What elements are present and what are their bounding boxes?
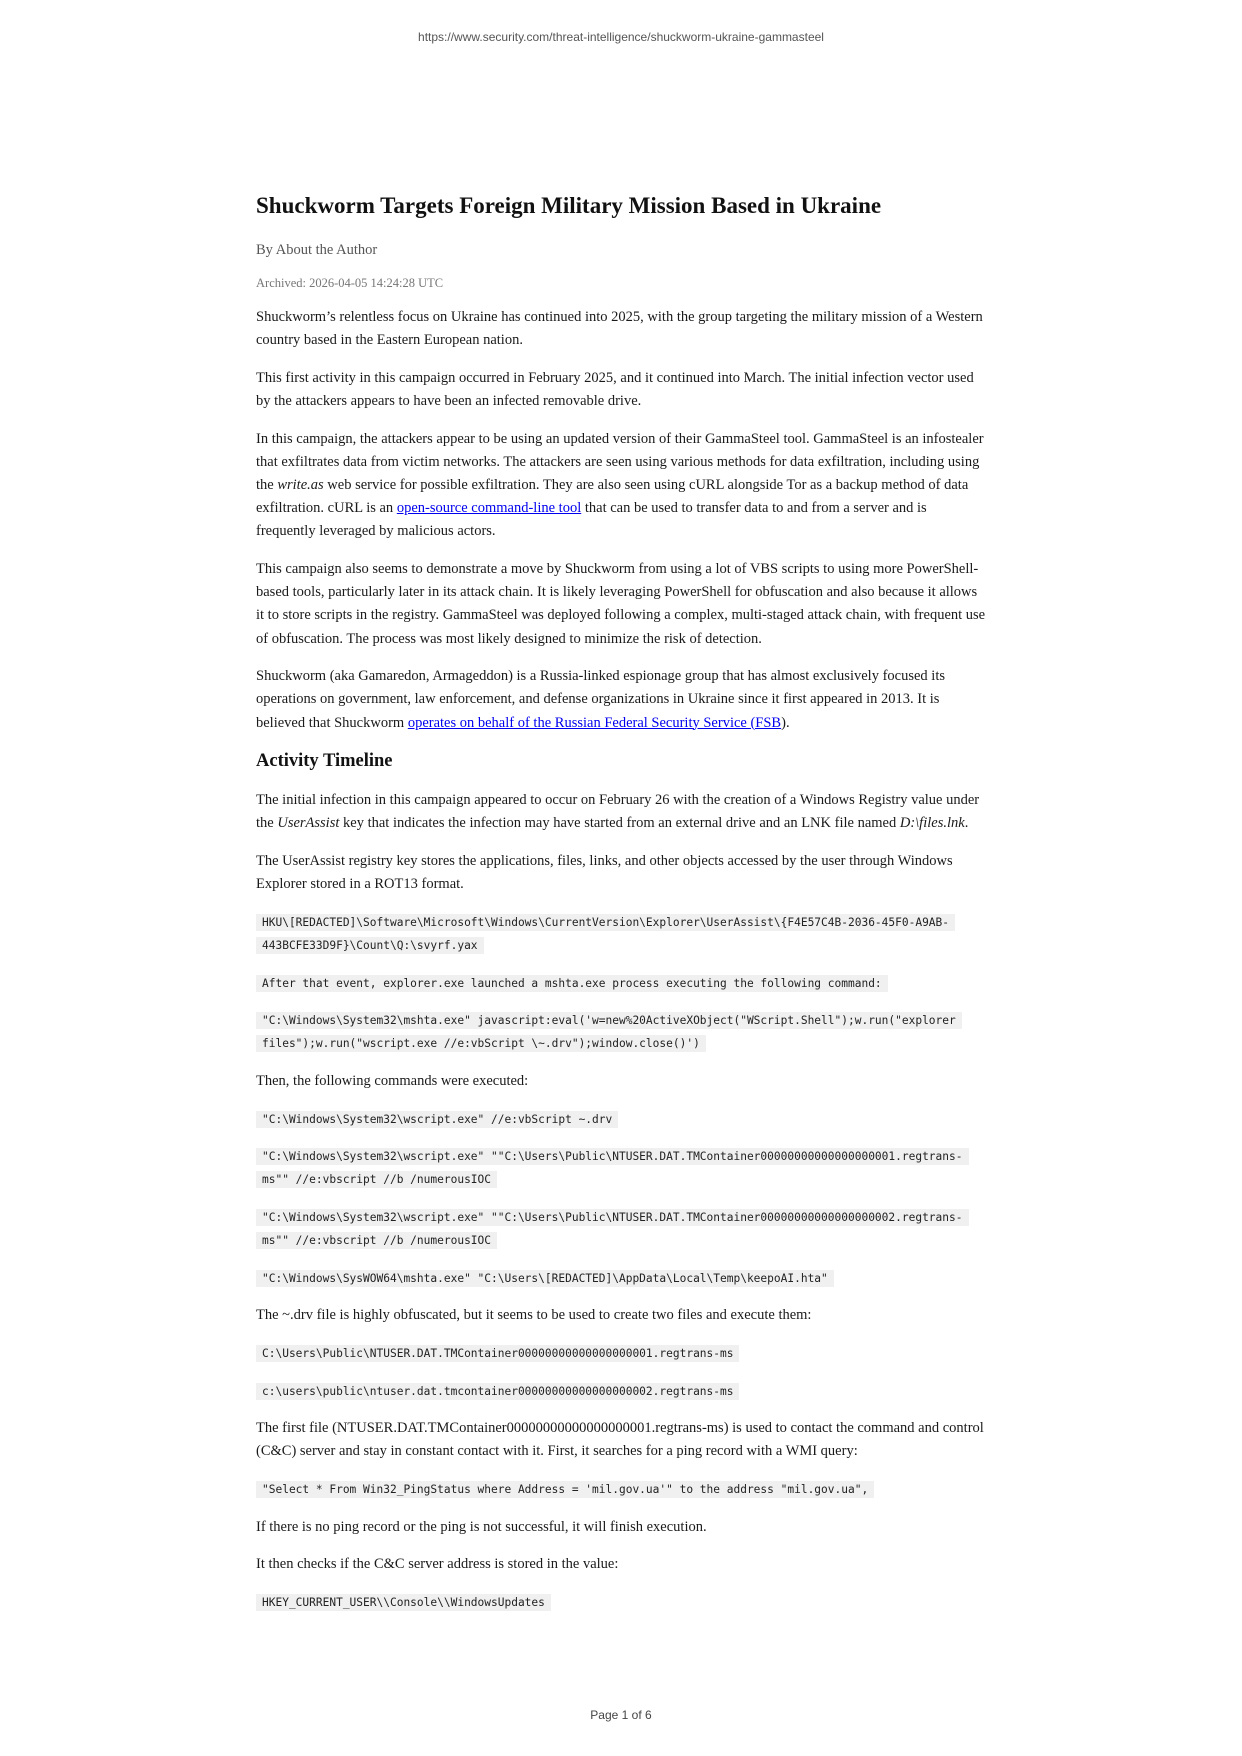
lnk-file-emphasis: D:\files.lnk (899, 815, 965, 832)
text-run: In this campaign, the attackers appear to be using an updated version of their GammaSteel tool. GammaSteel is an infostealer that exfiltrates data from victim networks. The attackers are seen using various methods for data exfiltration, including using the (256, 430, 984, 493)
intro-paragraph-5 (256, 665, 988, 735)
intro-paragraph-2: This first activity in this campaign occurred in February 2025, and it continued into March. The initial infection vector used by the attackers appears to have been an infected removable drive. (256, 369, 974, 409)
text-run: that can be used to transfer data to and from a server and is frequently leveraged by malicious actors. (256, 500, 927, 540)
archived-timestamp: Archived: 2026-04-05 14:24:28 UTC (256, 276, 444, 290)
code-text: "C:\Windows\System32\wscript.exe" //e:vbScript ~.drv (256, 1111, 618, 1128)
section-heading-activity-timeline: Activity Timeline (256, 751, 393, 772)
source-url: https://www.security.com/threat-intelligence/shuckworm-ukraine-gammasteel (418, 30, 824, 44)
code-snippet-file-2 (256, 1380, 988, 1403)
text-run: Shuckworm (aka Gamaredon, Armageddon) is a Russia-linked espionage group that has almost exclusively focused its operations on government, law enforcement, and defense organizations in Ukraine since it first appeared in 2013. It is believed that Shuckworm (256, 668, 945, 731)
timeline-paragraph-4: The ~.drv file is highly obfuscated, but it seems to be used to create two files and execute them: (256, 1307, 812, 1324)
code-snippet-registry-value (256, 1591, 988, 1614)
code-snippet-wscript-container-2 (256, 1206, 988, 1252)
timeline-paragraph-1 (256, 789, 988, 835)
text-run: ). (781, 714, 790, 731)
timeline-paragraph-7: It then checks if the C&C server address is stored in the value: (256, 1556, 619, 1573)
curl-link[interactable]: open-source command-line tool (396, 500, 582, 517)
text-run: key that indicates the infection may have started from an external drive and an LNK file named (339, 815, 900, 832)
code-snippet-wscript-drv (256, 1108, 988, 1131)
intro-paragraph-1: Shuckworm’s relentless focus on Ukraine has continued into 2025, with the group targeting the military mission of a Western country based in the Eastern European nation. (256, 309, 983, 349)
code-snippet-wmi-query (256, 1478, 988, 1501)
intro-paragraph-4: This campaign also seems to demonstrate a move by Shuckworm from using a lot of VBS scripts to using more PowerShell-based tools, particularly later in its attack chain. It is likely leveraging PowerShell for obfuscation and also because it allows it to store scripts in the registry. GammaSteel was deployed following a complex, multi-staged attack chain, with frequent use of obfuscation. The process was most likely designed to minimize the risk of detection. (256, 561, 986, 647)
byline: By About the Author (256, 242, 378, 258)
article-title: Shuckworm Targets Foreign Military Mission Based in Ukraine (256, 193, 882, 218)
timeline-paragraph-2: The UserAssist registry key stores the applications, files, links, and other objects accessed by the user through Windows Explorer stored in a ROT13 format. (256, 853, 953, 893)
code-text: "C:\Windows\System32\wscript.exe" ""C:\Users\Public\NTUSER.DAT.TMContainer00000000000000000002.regtrans-ms"" //e:vbscript //b /numerousIOC (256, 1209, 969, 1249)
code-text: HKEY_CURRENT_USER\\Console\\WindowsUpdates (256, 1594, 551, 1611)
code-text: c:\users\public\ntuser.dat.tmcontainer00000000000000000002.regtrans-ms (256, 1383, 739, 1400)
code-snippet-mshta-hta (256, 1267, 988, 1290)
article (256, 192, 988, 1628)
code-text: "C:\Windows\System32\mshta.exe" javascript:eval('w=new%20ActiveXObject("WScript.Shell");w.run("explorer files");w.run("wscript.exe //e:vbScript \~.drv");window.close()') (256, 1012, 962, 1052)
code-text: "Select * From Win32_PingStatus where Address = 'mil.gov.ua'" to the address "mil.gov.ua", (256, 1481, 874, 1498)
text-run: . (964, 815, 969, 832)
code-snippet-registry-key (256, 911, 988, 957)
page-number: Page 1 of 6 (590, 1708, 652, 1722)
timeline-paragraph-5: The first file (NTUSER.DAT.TMContainer00000000000000000001.regtrans-ms) is used to contact the command and control (C&C) server and stay in constant contact with it. First, it searches for a ping record with a WMI query: (256, 1420, 984, 1460)
code-snippet-wscript-container-1 (256, 1145, 988, 1191)
write-as-emphasis: write.as (277, 477, 324, 493)
code-text: C:\Users\Public\NTUSER.DAT.TMContainer00000000000000000001.regtrans-ms (256, 1345, 739, 1362)
userassist-emphasis: UserAssist (277, 815, 340, 832)
code-snippet-explorer-event (256, 972, 988, 995)
fsb-link[interactable]: operates on behalf of the Russian Federal Security Service (FSB (407, 714, 782, 731)
text-run: The initial infection in this campaign appeared to occur on February 26 with the creation of a Windows Registry value under the (256, 792, 980, 832)
code-text: "C:\Windows\System32\wscript.exe" ""C:\Users\Public\NTUSER.DAT.TMContainer00000000000000000001.regtrans-ms"" //e:vbscript //b /numerousIOC (256, 1148, 969, 1188)
code-text: HKU\[REDACTED]\Software\Microsoft\Windows\CurrentVersion\Explorer\UserAssist\{F4E57C4B-2036-45F0-A9AB-443BCFE33D9F}\Count\Q:\svyrf.yax (256, 914, 955, 954)
code-snippet-mshta-command (256, 1009, 988, 1055)
code-text: After that event, explorer.exe launched a mshta.exe process executing the following command: (256, 975, 888, 992)
timeline-paragraph-3: Then, the following commands were executed: (256, 1072, 529, 1089)
intro-paragraph-3 (256, 428, 988, 544)
code-text: "C:\Windows\SysWOW64\mshta.exe" "C:\Users\[REDACTED]\AppData\Local\Temp\keepoAI.hta" (256, 1270, 834, 1287)
text-run: web service for possible exfiltration. They are also seen using cURL alongside Tor as a backup method of data exfiltration. cURL is an (256, 477, 969, 517)
code-snippet-file-1 (256, 1342, 988, 1365)
timeline-paragraph-6: If there is no ping record or the ping is not successful, it will finish execution. (256, 1518, 707, 1535)
